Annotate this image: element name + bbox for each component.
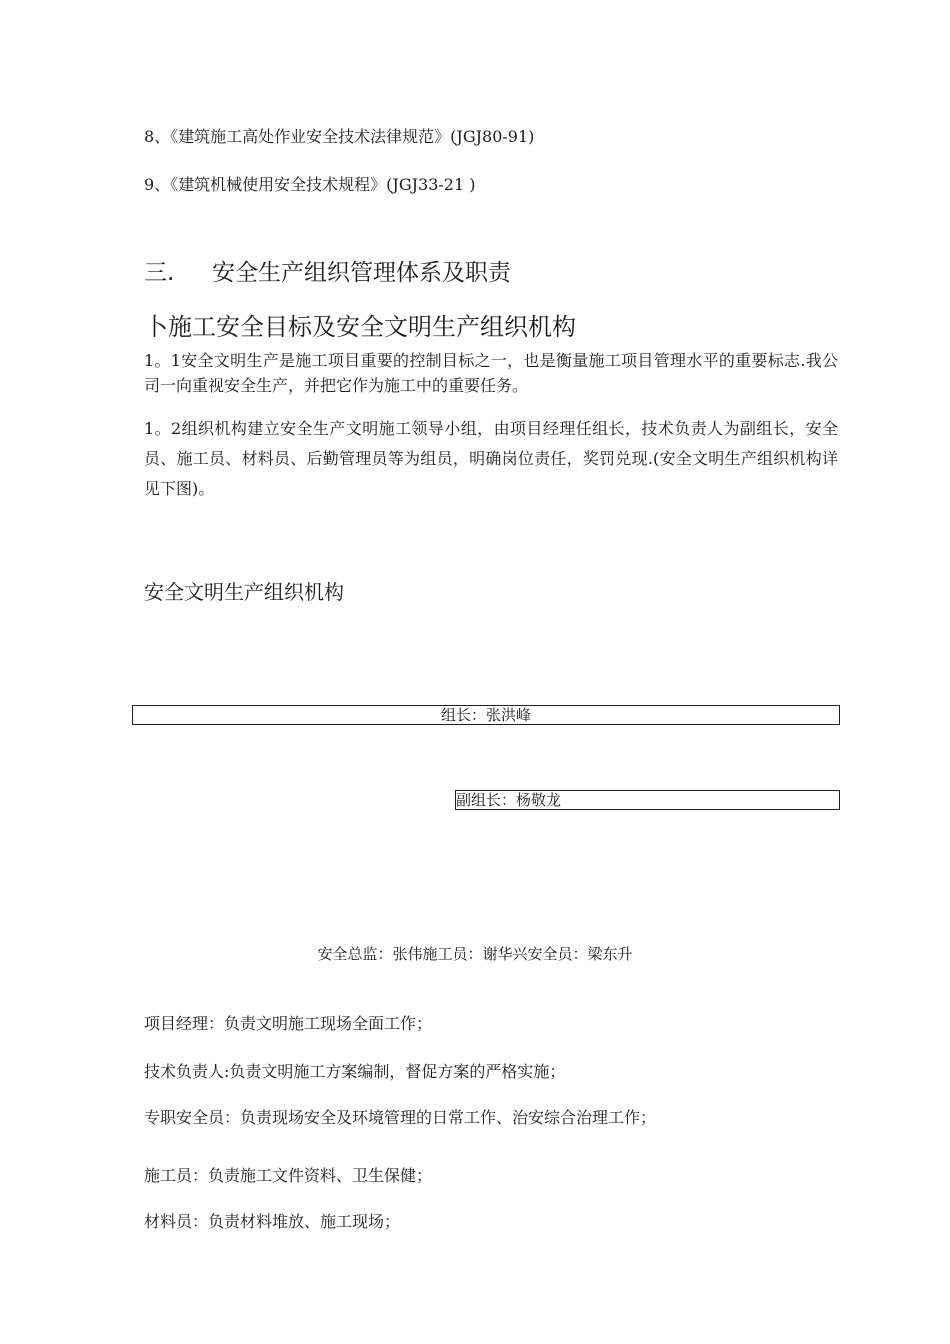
section-title: 安全生产组织管理体系及职责 <box>212 260 511 286</box>
duty-materials-officer: 材料员：负责材料堆放、施工现场； <box>144 1212 401 1231</box>
paragraph-1-1: 1。1安全文明生产是施工项目重要的控制目标之一，也是衡量施工项目管理水平的重要标志.我公司一向重视安全生产，并把它作为施工中的重要任务。 <box>144 351 838 395</box>
duty-construction-officer: 施工员：负责施工文件资料、卫生保健； <box>144 1166 433 1185</box>
duty-technical-lead: 技术负责人:负责文明施工方案编制，督促方案的严格实施； <box>144 1062 566 1081</box>
duty-safety-officer: 专职安全员：负责现场安全及环境管理的日常工作、治安综合治理工作； <box>144 1108 657 1127</box>
org-chart-title: 安全文明生产组织机构 <box>144 580 344 604</box>
duty-project-manager: 项目经理：负责文明施工现场全面工作； <box>144 1014 433 1033</box>
org-chart-staff-row: 安全总监：张伟施工员：谢华兴安全员：梁东升 <box>317 945 633 963</box>
reference-item-9: 9、《建筑机械使用安全技术规程》(JGJ33-21 ) <box>144 175 476 194</box>
section-number: 三. <box>144 260 175 286</box>
org-chart-deputy-box: 副组长：杨敬龙 <box>455 790 840 810</box>
subsection-heading: 卜施工安全目标及安全文明生产组织机构 <box>144 313 576 341</box>
paragraph-1-2: 1。2组织机构建立安全生产文明施工领导小组，由项目经理任组长，技术负责人为副组长，安全员、施工员、材料员、后勤管理员等为组员，明确岗位责任，奖罚兑现.(安全文明生产组织机构详见下图)。 <box>144 419 838 498</box>
org-chart-leader-box: 组长：张洪峰 <box>132 705 840 725</box>
section-heading <box>144 254 511 287</box>
reference-item-8: 8、《建筑施工高处作业安全技术法律规范》(JGJ80-91) <box>144 127 535 146</box>
